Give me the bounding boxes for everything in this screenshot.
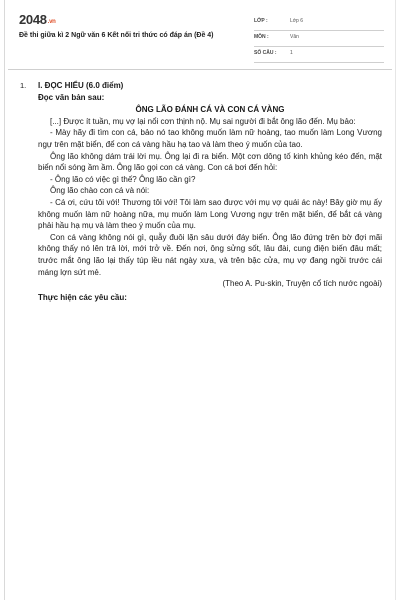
exam-meta: [254, 15, 384, 63]
meta-value: Văn: [290, 34, 299, 40]
logo-main: 2048: [19, 12, 47, 27]
meta-label: SỐ CÂU :: [254, 50, 277, 56]
story-title: ÔNG LÃO ĐÁNH CÁ VÀ CON CÁ VÀNG: [135, 105, 285, 115]
meta-row-subject: [254, 31, 384, 47]
section-heading: I. ĐỌC HIỂU (6.0 điểm): [38, 81, 124, 90]
meta-value: Lớp 6: [290, 18, 304, 24]
right-border: [395, 0, 396, 600]
story-paragraph: Ông lão không dám trái lời mụ. Ông lại đi ra biển. Một cơn dông tố kinh khủng kéo đến, mặt biển nổi sóng ầm ầm. Ông lão gọi con cá vàng. Con cá bơi đến hỏi:: [38, 151, 382, 173]
story-paragraph: - Ông lão có việc gì thế? Ông lão cần gì?: [50, 174, 196, 184]
page-header: [8, 12, 392, 62]
meta-value: 1: [290, 50, 293, 56]
logo-suffix: .vn: [47, 19, 56, 25]
question-block: [20, 80, 382, 303]
story-citation: (Theo A. Pu-skin, Truyện cổ tích nước ngoài): [222, 279, 382, 289]
story-paragraph: [...] Được ít tuần, mụ vợ lại nổi cơn thịnh nộ. Mụ sai người đi bắt ông lão đến. Mụ bảo:: [50, 116, 356, 126]
meta-label: LỚP :: [254, 18, 268, 24]
header-divider: [8, 69, 392, 70]
meta-row-question-count: [254, 47, 384, 63]
question-body: [38, 80, 382, 303]
site-logo[interactable]: [19, 12, 56, 27]
meta-label: MÔN :: [254, 34, 269, 40]
exam-title: Đề thi giữa kì 2 Ngữ văn 6 Kết nối tri thức có đáp án (Đề 4): [19, 32, 214, 39]
meta-row-class: [254, 15, 384, 31]
story-paragraph: - Cá ơi, cứu tôi với! Thương tôi với! Tôi làm sao được với mụ vợ quái ác này! Bây giờ mụ ấy không muốn làm nữ hoàng nữa, mụ muốn làm Long Vương ngự trên mặt biển, để bắt cá vàng phải hầu hạ mụ và làm theo ý muốn của mụ.: [38, 197, 382, 231]
story-paragraph: - Mày hãy đi tìm con cá, bảo nó tao không muốn làm nữ hoàng, tao muốn làm Long Vương ngự trên mặt biển, để con cá vàng hầu hạ tao và làm theo ý muốn của tao.: [38, 128, 382, 149]
left-border: [4, 0, 5, 600]
story-paragraph: Ông lão chào con cá và nói:: [50, 186, 150, 196]
task-heading: Thực hiện các yêu cầu:: [38, 292, 127, 302]
question-number: 1.: [20, 81, 27, 90]
reading-intro: Đọc văn bản sau:: [38, 92, 105, 102]
story-paragraph: Con cá vàng không nói gì, quẫy đuôi lặn sâu dưới đáy biển. Ông lão đứng trên bờ đợi mãi không thấy nó lên trả lời, mới trở về. Đến nơi, ông sửng sốt, lâu đài, cung điện biến đâu mất; trước mắt ông lão lại thấy túp lều nát ngày xưa, và trên bậc cửa, mụ vợ đang ngồi trước cái máng lợn sứt mẻ.: [38, 232, 382, 277]
